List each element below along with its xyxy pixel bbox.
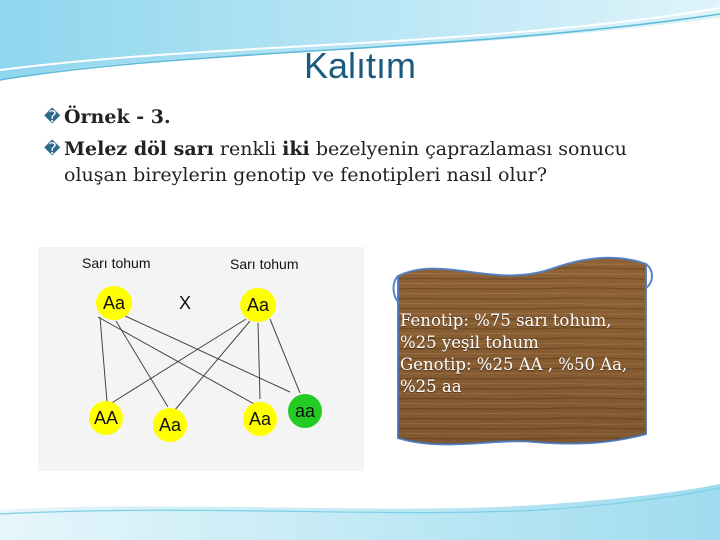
result-line: %25 aa (400, 377, 462, 396)
cross-line (98, 317, 256, 405)
cross-line (100, 317, 107, 402)
bullet-icon: � (44, 107, 61, 126)
result-line: %25 yeşil tohum (400, 333, 539, 352)
parent-right-genotype: Aa (246, 295, 270, 315)
cross-lines (98, 315, 300, 411)
cross-line (116, 321, 168, 407)
offspring-genotype: Aa (248, 409, 272, 429)
bullet-text-bold: Melez döl sarı (64, 138, 214, 160)
bullet-list (44, 104, 684, 194)
result-line: Genotip: %25 AA , %50 Aa, (400, 355, 628, 374)
bullet-text: renkli (213, 138, 283, 160)
offspring-genotype: Aa (158, 415, 182, 435)
parent-right-label: Sarı tohum (230, 256, 299, 272)
bullet-item (44, 104, 684, 130)
parent-left-label: Sarı tohum (82, 255, 151, 271)
parent-left-genotype: Aa (102, 293, 126, 313)
offspring-genotype: aa (294, 401, 316, 421)
cross-line (258, 323, 260, 399)
result-text (400, 310, 650, 398)
footer-wave-decoration (0, 470, 720, 540)
slide-title: Kalıtım (303, 45, 417, 86)
offspring-genotype: AA (93, 408, 119, 428)
cross-diagram (38, 247, 364, 471)
bullet-text-bold: iki (282, 138, 310, 160)
cross-line (110, 319, 246, 404)
result-line: Fenotip: %75 sarı tohum, (400, 311, 612, 330)
cross-symbol: X (179, 293, 192, 313)
cross-line (270, 319, 300, 393)
bullet-text: bezelyenin çaprazlaması sonucu oluşan bireylerin genotip ve fenotipleri nasıl olur? (64, 138, 627, 186)
bullet-icon: � (44, 139, 61, 158)
bullet-item (44, 136, 684, 188)
cross-diagram-svg (38, 247, 364, 471)
bullet-text: Örnek - 3. (64, 106, 171, 128)
